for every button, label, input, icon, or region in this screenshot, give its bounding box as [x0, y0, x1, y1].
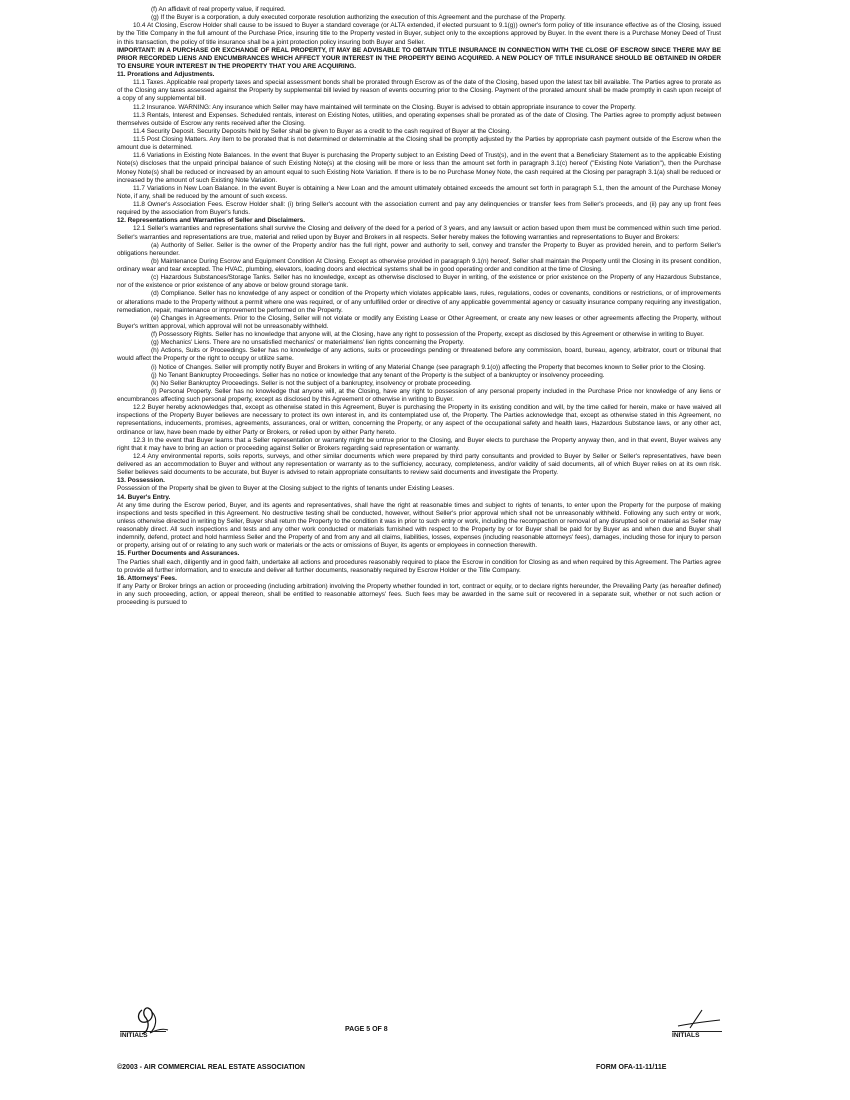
paragraph: (g) Mechanics' Liens. There are no unsatisfied mechanics' or materialmens' lien rights concerning the Property. [151, 339, 465, 347]
paragraph: (d) Compliance. Seller has no knowledge of any aspect or condition of the Property which violates applicable laws, rules, regulations, codes or covenants, conditions or restrictions, or of improvements or alterations made to the Property without a permit where one was required, or of any unfulfilled order or directive of any applicable governmental agency or casualty insurance company requiring any investigation, remediation, repair, maintenance or improvement be performed on the Property. [117, 290, 721, 314]
paragraph: (b) Maintenance During Escrow and Equipment Condition At Closing. Except as otherwise provided in paragraph 9.1(n) hereof, Seller shall maintain the Property until the Closing in its present condition, ordinary wear and tear excepted. The HVAC, plumbing, elevators, loading doors and electrical systems shall be in good operating order and condition at the time of Closing. [117, 257, 721, 273]
paragraph: (e) Changes in Agreements. Prior to the Closing, Seller will not violate or modify any Existing Lease or Other Agreement, or create any new leases or other agreements affecting the Property, without Buyer's written approval, which approval will not be unreasonably withheld. [117, 314, 721, 330]
paragraph: (g) If the Buyer is a corporation, a duly executed corporate resolution authorizing the execution of this Agreement and the purchase of the Property. [151, 14, 566, 22]
section-heading: 14. Buyer's Entry. [117, 493, 171, 501]
paragraph: 11.8 Owner's Association Fees. Escrow Holder shall: (i) bring Seller's account with the association current and pay any delinquencies or transfer fees from Seller's proceeds, and (ii) pay any up front fees required by the association from Buyer's funds. [117, 201, 721, 217]
paragraph: 11.7 Variations in New Loan Balance. In the event Buyer is obtaining a New Loan and the amount ultimately obtained exceeds the amount set forth in paragraph 5.1, then the amount of the Purchase Money Note, if any, shall be reduced by the amount of such excess. [117, 184, 721, 200]
paragraph: 11.4 Security Deposit. Security Deposits held by Seller shall be given to Buyer as a credit to the cash required of Buyer at the Closing. [133, 127, 512, 135]
paragraph: (l) Personal Property. Seller has no knowledge that anyone will, at the Closing, have any right to possession of any personal property included in the Purchase Price nor knowledge of any liens or encumbrances affecting such personal property, except as disclosed by this Agreement or otherwise in writing to Buyer. [117, 387, 721, 403]
paragraph: At any time during the Escrow period, Buyer, and its agents and representatives, shall have the right at reasonable times and subject to rights of tenants, to enter upon the Property for the purpose of making inspections and tests specified in this Agreement. No destructive testing shall be conducted, however, without Seller's prior approval which shall not be unreasonably withheld. Following any such entry or work, unless otherwise directed in writing by Seller, Buyer shall return the Property to the condition it was in prior to such entry or work, including the recompaction or removal of any disrupted soil or material as Seller may reasonably direct. All such inspections and tests and any other work conducted or materials furnished with respect to the Property by or for Buyer shall be paid for by Buyer as and when due and Buyer shall indemnify, defend, protect and hold harmless Seller and the Property of and from any and all claims, liabilities, losses, expenses (including reasonable attorneys' fees), damages, including those for injury to person or property, arising out of or relating to any such work or materials or the acts or omissions of Buyer, its agents or employees in connection therewith. [117, 501, 721, 550]
paragraph: The Parties shall each, diligently and in good faith, undertake all actions and procedures reasonably required to place the Escrow in condition for Closing as and when required by this Agreement. The Parties agree to provide all further information, and to execute and deliver all further documents, reasonably required by Escrow Holder or the Title Company. [117, 558, 721, 574]
paragraph: (j) No Tenant Bankruptcy Proceedings. Seller has no notice or knowledge that any tenant of the Property is the subject of a bankruptcy or insolvency proceeding. [151, 371, 605, 379]
paragraph: 12.3 In the event that Buyer learns that a Seller representation or warranty might be untrue prior to the Closing, and Buyer elects to purchase the Property anyway then, and in that event, Buyer waives any right that it may have to bring an action or proceeding against Seller or Brokers regarding said representation or warranty. [117, 436, 721, 452]
paragraph: (a) Authority of Seller. Seller is the owner of the Property and/or has the full right, power and authority to sell, convey and transfer the Property to Buyer as provided herein, and to perform Seller's obligations hereunder. [117, 241, 721, 257]
paragraph: 11.5 Post Closing Matters. Any item to be prorated that is not determined or determinable at the Closing shall be promptly adjusted by the Parties by appropriate cash payment outside of the Escrow when the amount due is determined. [117, 136, 721, 152]
paragraph: (f) Possessory Rights. Seller has no knowledge that anyone will, at the Closing, have any right to possession of the Property, except as disclosed by this Agreement or otherwise in writing to Buyer. [151, 331, 704, 338]
paragraph: 12.4 Any environmental reports, soils reports, surveys, and other similar documents which were prepared by third party consultants and provided to Buyer by Seller or Seller's representatives, have been delivered as an accommodation to Buyer and without any representation or warranty as to the sufficiency, accuracy, completeness, and/or validity of said documents, all of which Buyer relies on at its own risk. Seller believes said documents to be accurate, but Buyer is advised to retain appropriate consultants to review said documents and investigate the Property. [117, 452, 721, 477]
section-heading: 11. Prorations and Adjustments. [117, 71, 215, 78]
section-heading: 15. Further Documents and Assurances. [117, 550, 240, 558]
paragraph: 11.2 Insurance. WARNING: Any insurance which Seller may have maintained will terminate on the Closing. Buyer is advised to obtain appropriate insurance to cover the Property. [133, 103, 636, 111]
paragraph: 10.4 At Closing, Escrow Holder shall cause to be issued to Buyer a standard coverage (or ALTA extended, if elected pursuant to 9.1(g)) owner's form policy of title insurance effective as of the Closing, issued by the Title Company in the full amount of the Purchase Price, insuring title to the Property vested in Buyer, subject only to the exceptions approved by Buyer. In the event there is a Purchase Money Deed of Trust in this transaction, the policy of title insurance shall be a joint protection policy insuring both Buyer and Seller. [117, 22, 721, 46]
paragraph: (c) Hazardous Substances/Storage Tanks. Seller has no knowledge, except as otherwise disclosed to Buyer in writing, of the existence or prior existence on the Property of any Hazardous Substance, nor of the existence or prior existence of any above or below ground storage tank. [117, 274, 721, 290]
paragraph: IMPORTANT: IN A PURCHASE OR EXCHANGE OF REAL PROPERTY, IT MAY BE ADVISABLE TO OBTAIN TITLE INSURANCE IN CONNECTION WITH THE CLOSE OF ESCROW SINCE THERE MAY BE PRIOR RECORDED LIENS AND ENCUMBRANCES WHICH AFFECT YOUR INTEREST IN THE PROPERTY BEING ACQUIRED. A NEW POLICY OF TITLE INSURANCE SHOULD BE OBTAINED IN ORDER TO ENSURE YOUR INTEREST IN THE PROPERTY THAT YOU ARE ACQUIRING. [117, 46, 721, 70]
paragraph: 11.6 Variations in Existing Note Balances. In the event that Buyer is purchasing the Property subject to an Existing Deed of Trust(s), and in the event that a Beneficiary Statement as to the applicable Existing Note(s) discloses that the unpaid principal balance of such Existing Note(s) at the closing will be more or less than the amount set forth in paragraph 3.1(c) hereof ("Existing Note Variation"), then the Purchase Money Note(s) shall be reduced or increased by an amount equal to such Existing Note Variation. If there is to be no Purchase Money Note, the cash required at the Closing per paragraph 3.1(a) shall be reduced or increased by the amount of such Existing Note Variation. [117, 152, 721, 184]
paragraph: 11.3 Rentals, Interest and Expenses. Scheduled rentals, interest on Existing Notes, utilities, and operating expenses shall be prorated as of the date of Closing. The Parties agree to promptly adjust between themselves outside of Escrow any rents received after the Closing. [117, 111, 721, 127]
form-number: FORM OFA-11-11/11E [596, 1064, 667, 1071]
paragraph: (i) Notice of Changes. Seller will promptly notify Buyer and Brokers in writing of any Material Change (see paragraph 9.1(o)) affecting the Property that becomes known to Seller prior to the Closing. [151, 363, 706, 371]
paragraph: (h) Actions, Suits or Proceedings. Seller has no knowledge of any actions, suits or proceedings pending or threatened before any commission, board, bureau, agency, arbitrator, court or tribunal that would affect the Property or the right to occupy or utilize same. [117, 347, 721, 363]
paragraph: 11.1 Taxes. Applicable real property taxes and special assessment bonds shall be prorated through Escrow as of the date of the Closing, based upon the latest tax bill available. The Parties agree to prorate as of the Closing any taxes assessed against the Property by supplemental bill levied by reason of events occurring prior to the Closing. Payment of the prorated amount shall be made promptly in cash upon receipt of a copy of any supplemental bill. [117, 79, 721, 103]
initials-right: INITIALS [672, 1031, 722, 1039]
paragraph: (k) No Seller Bankruptcy Proceedings. Seller is not the subject of a bankruptcy, insolvency or probate proceeding. [151, 379, 472, 387]
copyright-notice: ©2003 - AIR COMMERCIAL REAL ESTATE ASSOCIATION [117, 1064, 305, 1071]
initials-left: INITIALS [120, 1031, 166, 1039]
section-heading: 16. Attorneys' Fees. [117, 574, 177, 582]
paragraph: 12.1 Seller's warranties and representations shall survive the Closing and delivery of the deed for a period of 3 years, and any lawsuit or action based upon them must be commenced within such time period. Seller's warranties and representations are true, material and relied upon by Buyer and Brokers in all respects. Seller hereby makes the following warranties and representations to Buyer and Brokers: [117, 225, 721, 241]
paragraph: If any Party or Broker brings an action or proceeding (including arbitration) involving the Property whether founded in tort, contract or equity, or to declare rights hereunder, the Prevailing Party (as hereafter defined) in any such proceeding, action, or appeal thereon, shall be entitled to reasonable attorneys' fees. Such fees may be awarded in the same suit or recovered in a separate suit, whether or not such action or proceeding is pursued to [117, 582, 721, 607]
seller-initials-signature [672, 1006, 726, 1032]
paragraph: (f) An affidavit of real property value, if required. [151, 6, 286, 13]
page-number: PAGE 5 OF 8 [345, 1026, 388, 1033]
paragraph: Possession of the Property shall be given to Buyer at the Closing subject to the rights of tenants under Existing Leases. [117, 485, 455, 493]
section-heading: 12. Representations and Warranties of Seller and Disclaimers. [117, 217, 305, 225]
section-heading: 13. Possession. [117, 477, 165, 485]
paragraph: 12.2 Buyer hereby acknowledges that, except as otherwise stated in this Agreement, Buyer is purchasing the Property in its existing condition and will, by the time called for herein, make or have waived all inspections of the Property Buyer believes are necessary to protect its own interest in, and its contemplated use of, the Property. The Parties acknowledge that, except as otherwise stated in this Agreement, no representations, inducements, promises, agreements, assurances, oral or written, concerning the Property, or any aspect of the occupational safety and health laws, Hazardous Substance laws, or any other act, ordinance or law, have been made by either Party or Brokers, or relied upon by either Party hereto. [117, 404, 721, 436]
document-body [117, 6, 721, 607]
